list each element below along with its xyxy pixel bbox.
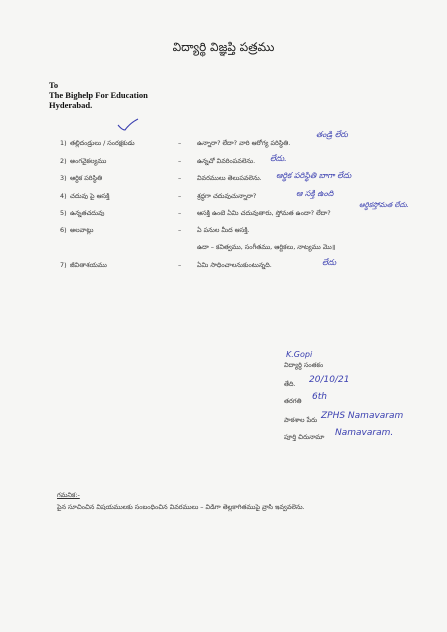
form-row-parents (0, 130, 447, 150)
school-label: పాఠశాల పేరు (284, 416, 318, 424)
date-value-handwritten: 20/10/21 (309, 375, 350, 385)
row-label: ఉన్నతచదువు (70, 209, 105, 217)
address-to: To (49, 80, 59, 90)
address-value-handwritten: Namavaram. (335, 428, 394, 438)
row-question: శ్రద్ధగా చదువుచున్నారా? (197, 192, 257, 200)
row-number: 7) (60, 261, 67, 269)
row-answer-handwritten: ఆర్థిక పరిస్థితి బాగా లేదు (276, 171, 352, 180)
form-row-habits (0, 223, 447, 237)
address-city: Hyderabad. (49, 100, 93, 110)
form-row-life-goal (0, 258, 447, 272)
row-question: ఉన్నారా? లేదా? వారి ఆరోగ్య పరిస్థితి. (197, 139, 291, 147)
row-number: 1) (60, 139, 67, 147)
form-row-higher-studies (0, 201, 447, 220)
row-label: చదువు పై ఆసక్తి (70, 192, 110, 200)
row-dash: – (178, 157, 182, 165)
student-signature-handwritten: K.Gopi (286, 350, 313, 359)
recipient-address (49, 80, 148, 110)
row-question: ఆసక్తి ఉంటె ఏమి చదువుతారు, స్తోమత ఉందా? లేదా? (197, 209, 331, 217)
checkmark-icon (116, 118, 140, 132)
row-number: 5) (60, 209, 67, 217)
class-value-handwritten: 6th (312, 392, 327, 402)
row-question: ఏ పనుల మీద ఆసక్తి. (197, 226, 250, 234)
row-question: వివరములు తెలుపవలెను. (197, 174, 262, 182)
row-answer-handwritten: ఆ సక్తి ఉంది (296, 189, 334, 198)
row-dash: – (178, 139, 182, 147)
row-number: 4) (60, 192, 67, 200)
form-title: విద్యార్థి విజ్ఞప్తి పత్రము (172, 40, 275, 54)
class-label: తరగతి (284, 397, 302, 405)
date-label: తేది. (284, 380, 296, 388)
row-label: ఆర్థిక పరిస్థితి (70, 174, 103, 182)
form-row-disability (0, 154, 447, 168)
row-answer-handwritten: ఆర్థికస్తోమత లేదు. (359, 201, 409, 209)
school-value-handwritten: ZPHS Namavaram (321, 411, 404, 421)
form-row-financial (0, 171, 447, 185)
row-dash: – (178, 226, 182, 234)
row-label: అలవాట్లు (70, 226, 94, 234)
note-heading: గమనిక:- (57, 491, 80, 499)
row-dash: – (178, 209, 182, 217)
row-number: 2) (60, 157, 67, 165)
row-answer-handwritten: లేదు (322, 258, 337, 267)
note-text: పైన సూచించిన విషయములకు సంబంధించిన వివరములు – విడిగా తెల్లకాగితముపై వ్రాసి ఇవ్వవలెను. (57, 503, 305, 511)
row-number: 6) (60, 226, 67, 234)
habits-example-line: ఉదా – కవిత్వము, సంగీతము, ఆర్టికలు, నాట్యము మొ॥ (197, 243, 336, 251)
address-organization: The Bighelp For Education (49, 90, 148, 100)
row-label: జీవితాశయము (70, 261, 107, 269)
address-label: పూర్తి చిరునామా (284, 433, 325, 441)
row-dash: – (178, 174, 182, 182)
row-dash: – (178, 192, 182, 200)
row-dash: – (178, 261, 182, 269)
row-label: తల్లిదండ్రులు / సంరక్షకుడు (70, 139, 135, 147)
row-question: ఏమి సాధించాలనుకుంటున్నది. (197, 261, 272, 269)
row-question: ఉన్నచో వివరింపవలెను. (197, 157, 256, 165)
row-label: అంగవైకల్యము (70, 157, 107, 165)
row-answer-handwritten: లేదు. (270, 154, 287, 163)
signature-label: విద్యార్థి సంతకం (284, 361, 324, 369)
row-answer-handwritten: తండ్రి లేరు (316, 130, 348, 139)
row-number: 3) (60, 174, 67, 182)
